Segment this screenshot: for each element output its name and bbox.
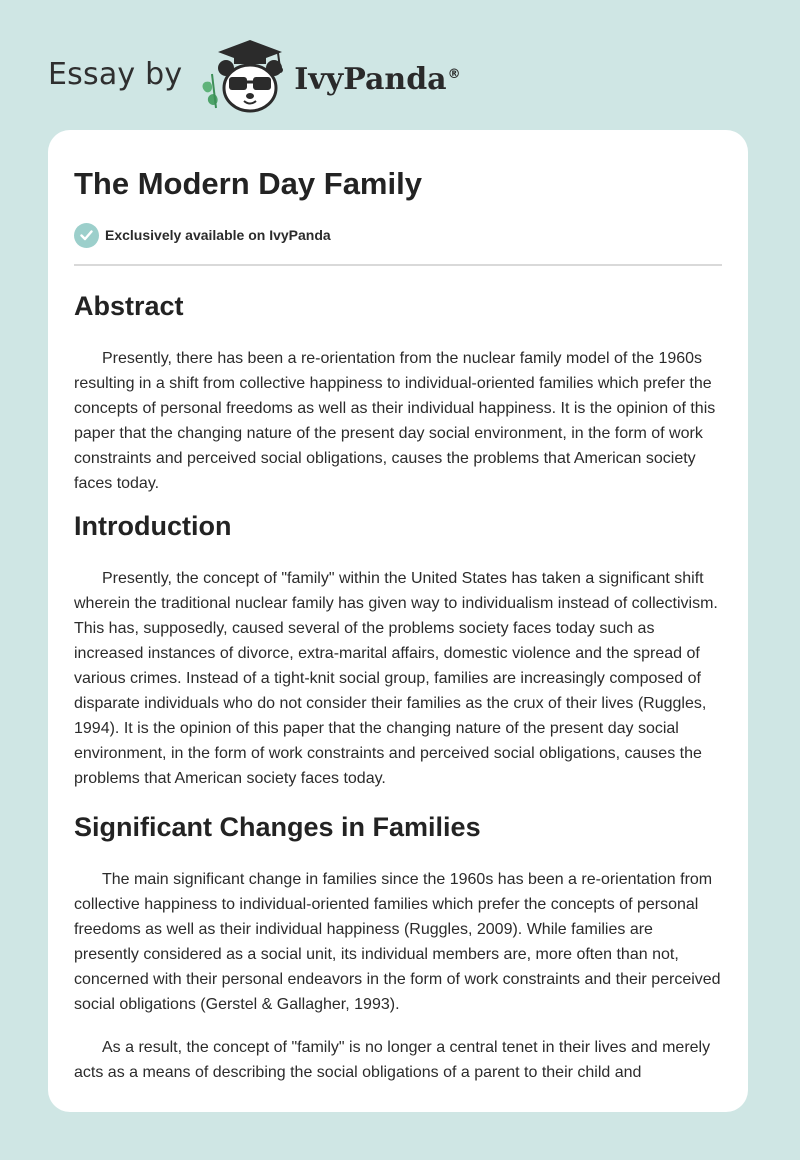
section-significant-changes — [74, 809, 722, 1085]
registered-mark: ® — [447, 66, 461, 82]
paragraph: Presently, there has been a re-orientation from the nuclear family model of the 1960s resulting in a shift from collective happiness to individual-oriented families which prefer the concepts of personal freedoms as well as their individual happiness. It is the opinion of this paper that the changing nature of the present day social environment, in the form of work constraints and perceived social obligations, causes the problems that American society faces today. — [74, 350, 716, 492]
section-heading: Abstract — [74, 291, 184, 321]
section-heading: Significant Changes in Families — [74, 812, 481, 842]
exclusive-text: Exclusively available on IvyPanda — [105, 227, 331, 243]
panda-logo-icon — [198, 36, 290, 116]
brand-name: IvyPanda® — [294, 61, 461, 97]
paragraph: The main significant change in families since the 1960s has been a re-orientation from collective happiness to individual-oriented families which prefer the concepts of personal freedoms as well as their individual happiness (Ruggles, 2009). While families are presently considered as a social unit, its individual members are, more often than not, concerned with their personal endeavors in the form of work constraints and their perceived social obligations (Gerstel & Gallagher, 1993). — [74, 871, 721, 1013]
paragraph: Presently, the concept of "family" within the United States has taken a significant shift wherein the traditional nuclear family has given way to individualism instead of collectivism. This has, supposedly, caused several of the problems society faces today such as increased instances of divorce, extra-marital affairs, domestic violence and the spread of various crimes. Instead of a tight-knit social group, families are increasingly composed of disparate individuals who do not consider their families as the crux of their lives (Ruggles, 1994). It is the opinion of this paper that the changing nature of the present day social environment, in the form of work constraints and perceived social obligations, causes the problems that American society faces today. — [74, 570, 718, 787]
paragraph: As a result, the concept of "family" is no longer a central tenet in their lives and merely acts as a means of describing the social obligations of a parent to their child and — [74, 1039, 711, 1081]
brand-prefix: Essay by — [48, 56, 183, 92]
section-heading: Introduction — [74, 511, 232, 541]
section-introduction — [74, 508, 722, 791]
essay-title: The Modern Day Family — [74, 166, 422, 201]
brand-header[interactable] — [48, 36, 461, 116]
title-divider — [74, 264, 722, 266]
check-icon — [74, 223, 99, 248]
section-abstract — [74, 288, 722, 496]
essay-card — [48, 130, 748, 1112]
exclusive-badge — [74, 222, 722, 248]
